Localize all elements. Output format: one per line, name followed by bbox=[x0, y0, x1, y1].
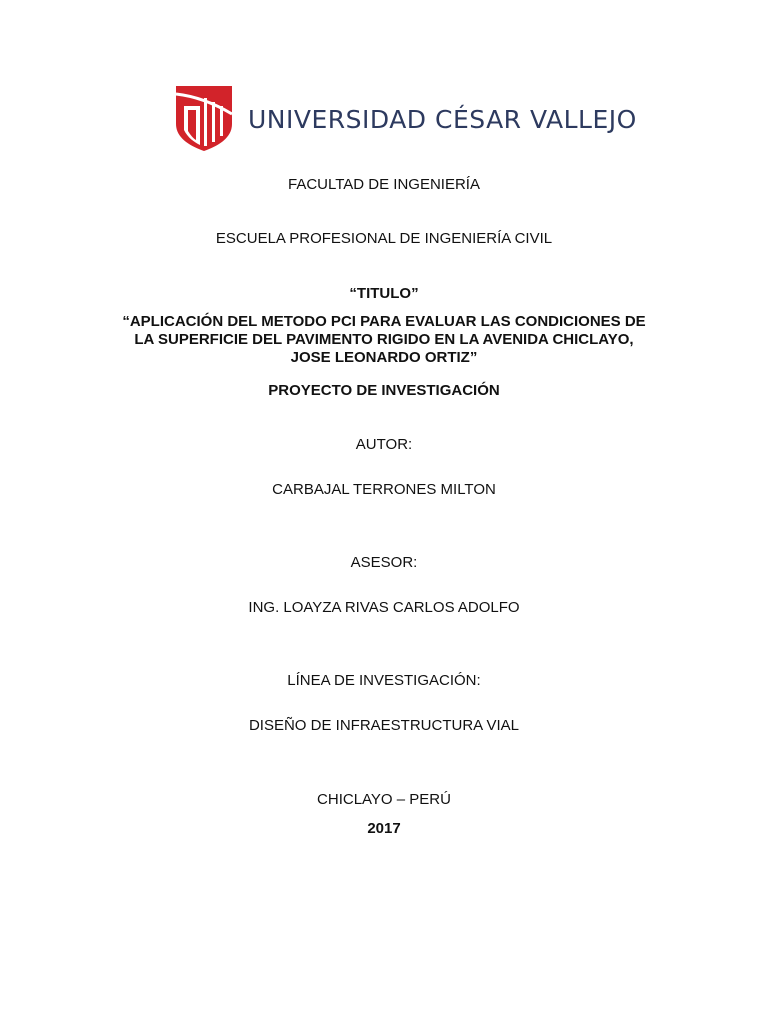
university-logo bbox=[174, 84, 637, 152]
title-line: JOSE LEONARDO ORTIZ” bbox=[290, 349, 478, 366]
location: CHICLAYO – PERÚ bbox=[317, 791, 451, 808]
title-label: “TITULO” bbox=[349, 285, 419, 302]
research-line: DISEÑO DE INFRAESTRUCTURA VIAL bbox=[248, 717, 520, 734]
author-name: CARBAJAL TERRONES MILTON bbox=[272, 481, 496, 498]
title-line: LA SUPERFICIE DEL PAVIMENTO RIGIDO EN LA AVENIDA CHICLAYO, bbox=[134, 331, 634, 348]
research-line-label: LÍNEA DE INVESTIGACIÓN: bbox=[287, 672, 481, 689]
university-shield-icon bbox=[174, 84, 234, 152]
university-name: UNIVERSIDAD CÉSAR VALLEJO bbox=[248, 104, 637, 134]
advisor-label: ASESOR: bbox=[350, 554, 418, 571]
advisor-name: ING. LOAYZA RIVAS CARLOS ADOLFO bbox=[248, 599, 520, 616]
author-label: AUTOR: bbox=[355, 436, 413, 453]
thesis-title bbox=[0, 313, 768, 367]
year: 2017 bbox=[367, 820, 401, 837]
document-type: PROYECTO DE INVESTIGACIÓN bbox=[268, 382, 500, 399]
school-name: ESCUELA PROFESIONAL DE INGENIERÍA CIVIL bbox=[215, 230, 553, 247]
faculty-name: FACULTAD DE INGENIERÍA bbox=[288, 176, 480, 193]
title-line: “APLICACIÓN DEL METODO PCI PARA EVALUAR LAS CONDICIONES DE bbox=[122, 313, 646, 330]
